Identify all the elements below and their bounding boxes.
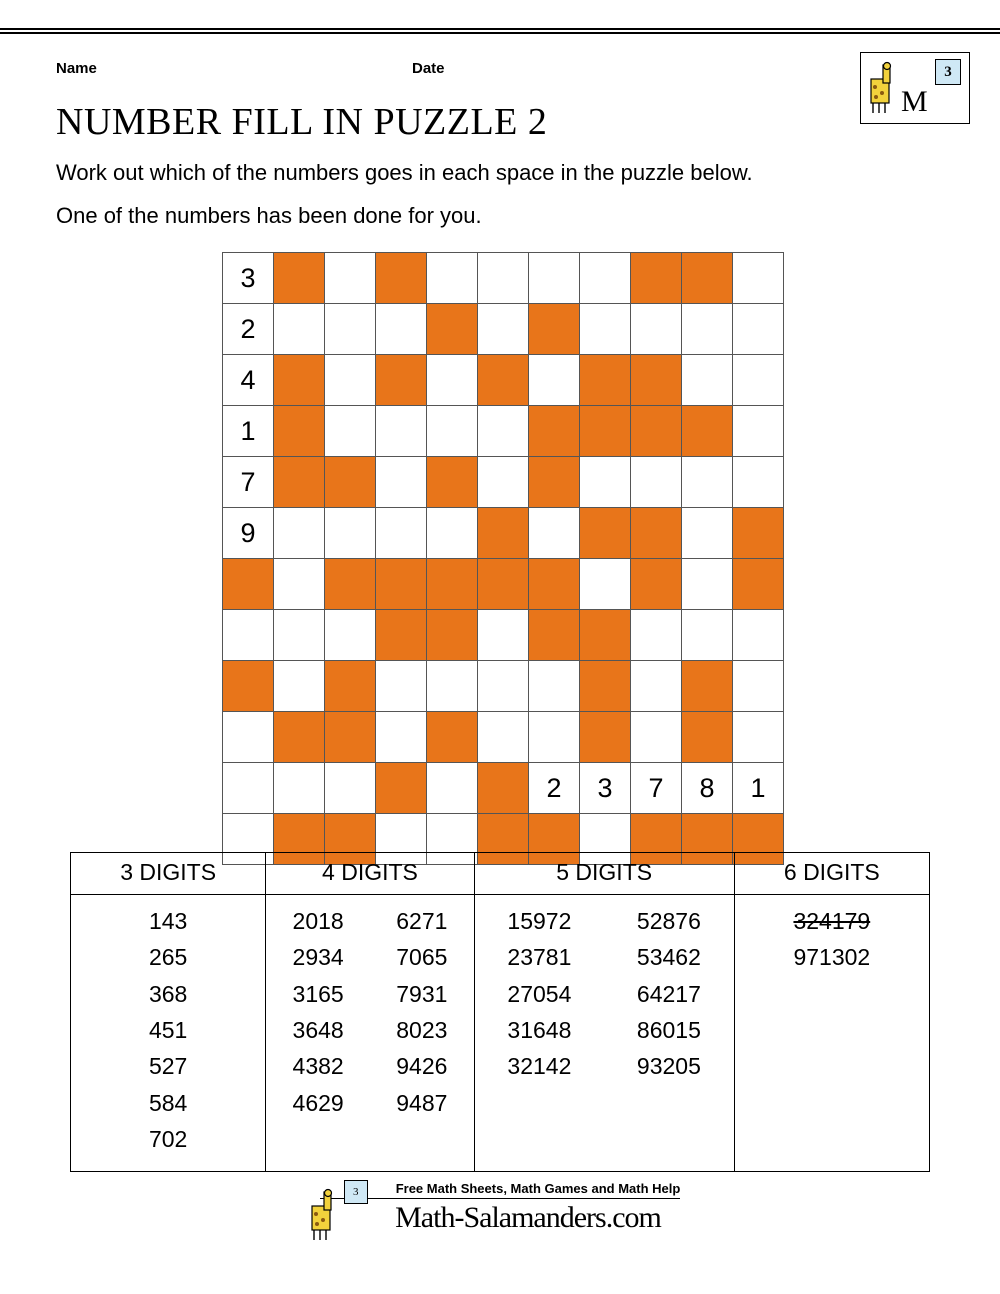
- grid-row: [223, 355, 784, 406]
- grid-cell-blocked: [631, 406, 682, 457]
- grid-cell[interactable]: [478, 253, 529, 304]
- grid-row: [223, 763, 784, 814]
- grid-cell[interactable]: [682, 457, 733, 508]
- grid-cell[interactable]: [427, 763, 478, 814]
- grid-cell[interactable]: 1: [733, 763, 784, 814]
- grid-cell[interactable]: [478, 610, 529, 661]
- clue-number[interactable]: 3165: [292, 980, 344, 1007]
- grid-cell[interactable]: [631, 457, 682, 508]
- grid-cell-blocked: [580, 712, 631, 763]
- clue-number[interactable]: 9426: [396, 1053, 448, 1080]
- grid-cell[interactable]: [733, 355, 784, 406]
- grid-cell[interactable]: [376, 406, 427, 457]
- grid-cell[interactable]: [427, 253, 478, 304]
- grid-row: [223, 610, 784, 661]
- clue-number[interactable]: 27054: [507, 980, 572, 1007]
- clue-number[interactable]: 8023: [396, 1016, 448, 1043]
- grid-cell[interactable]: [733, 610, 784, 661]
- grid-cell[interactable]: [478, 406, 529, 457]
- grid-cell[interactable]: [376, 712, 427, 763]
- grid-cell[interactable]: [631, 610, 682, 661]
- grid-cell-blocked: [376, 559, 427, 610]
- grid-cell[interactable]: [478, 304, 529, 355]
- grid-cell[interactable]: 7: [631, 763, 682, 814]
- name-label: Name: [56, 60, 97, 77]
- clue-number[interactable]: 324179: [793, 908, 871, 934]
- grid-cell-blocked: [478, 508, 529, 559]
- grid-cell[interactable]: [223, 712, 274, 763]
- grid-cell[interactable]: [682, 610, 733, 661]
- grid-cell[interactable]: [223, 763, 274, 814]
- grid-cell-blocked: [631, 253, 682, 304]
- clue-number[interactable]: 31648: [507, 1016, 572, 1043]
- grid-cell[interactable]: [733, 457, 784, 508]
- grid-cell[interactable]: [478, 457, 529, 508]
- clue-number[interactable]: 64217: [636, 980, 701, 1007]
- grid-cell[interactable]: [274, 763, 325, 814]
- clue-table: [70, 852, 930, 1172]
- grid-cell[interactable]: [682, 508, 733, 559]
- grid-cell[interactable]: [631, 661, 682, 712]
- footer-badge: 3: [344, 1180, 368, 1204]
- clue-number-column: [396, 903, 447, 1121]
- clue-number-columns: [475, 903, 734, 1085]
- grid-cell-blocked: [223, 661, 274, 712]
- grid-cell-blocked: [682, 712, 733, 763]
- clue-number[interactable]: 53462: [636, 944, 701, 971]
- grid-cell-blocked: [376, 610, 427, 661]
- grid-cell-blocked: [529, 457, 580, 508]
- grid-cell[interactable]: [580, 559, 631, 610]
- salamanders-monogram: M: [901, 85, 924, 118]
- clue-number[interactable]: 23781: [507, 944, 572, 971]
- grid-row: [223, 508, 784, 559]
- grid-cell[interactable]: [682, 559, 733, 610]
- grid-cell[interactable]: [223, 610, 274, 661]
- footer: [0, 1180, 1000, 1235]
- grid-row: [223, 712, 784, 763]
- grid-cell[interactable]: [631, 712, 682, 763]
- grid-cell-blocked: [580, 661, 631, 712]
- grid-cell-blocked: [274, 355, 325, 406]
- clue-column-header: 5 DIGITS: [474, 853, 734, 895]
- clue-column: [734, 895, 929, 1172]
- grid-cell[interactable]: [274, 304, 325, 355]
- grid-cell-blocked: [274, 712, 325, 763]
- clue-number-columns: [71, 903, 265, 1157]
- clue-column: [71, 895, 266, 1172]
- grid-cell[interactable]: [376, 304, 427, 355]
- grid-cell[interactable]: [274, 508, 325, 559]
- grid-cell[interactable]: 2: [223, 304, 274, 355]
- grid-cell-blocked: [325, 559, 376, 610]
- grid-cell[interactable]: [529, 661, 580, 712]
- grid-cell-blocked: [478, 355, 529, 406]
- grid-cell[interactable]: [478, 661, 529, 712]
- clue-number[interactable]: 702: [148, 1125, 188, 1152]
- clue-table-body: [71, 895, 930, 1172]
- grid-cell-blocked: [274, 253, 325, 304]
- grid-cell[interactable]: 9: [223, 508, 274, 559]
- footer-url: Math-Salamanders.com: [395, 1201, 661, 1234]
- grid-cell[interactable]: [580, 457, 631, 508]
- grid-cell[interactable]: [325, 253, 376, 304]
- grid-cell-blocked: [682, 406, 733, 457]
- clue-number-columns: [266, 903, 473, 1121]
- logo-badge: 3: [935, 59, 961, 85]
- instruction-line-2: One of the numbers has been done for you.: [56, 203, 482, 228]
- clue-number[interactable]: 4382: [292, 1053, 344, 1080]
- date-label: Date: [412, 60, 445, 77]
- grid-cell-blocked: [376, 253, 427, 304]
- grid-cell[interactable]: [580, 304, 631, 355]
- grid-cell-blocked: [580, 610, 631, 661]
- grid-cell[interactable]: [325, 406, 376, 457]
- grid-row: [223, 253, 784, 304]
- grid-cell[interactable]: [274, 610, 325, 661]
- grid-cell[interactable]: [733, 406, 784, 457]
- clue-number[interactable]: 6271: [396, 908, 448, 934]
- grid-cell-blocked: [529, 406, 580, 457]
- page-top-rule: [0, 28, 1000, 34]
- grid-cell-blocked: [427, 712, 478, 763]
- clue-number[interactable]: 2934: [292, 944, 344, 971]
- grid-cell-blocked: [427, 610, 478, 661]
- grid-cell[interactable]: [325, 355, 376, 406]
- grid-cell[interactable]: [274, 559, 325, 610]
- grid-cell[interactable]: [376, 508, 427, 559]
- grid-cell[interactable]: 1: [223, 406, 274, 457]
- clue-body-row: [71, 895, 930, 1172]
- grid-cell[interactable]: [580, 253, 631, 304]
- grid-cell[interactable]: [733, 661, 784, 712]
- grid-cell-blocked: [529, 610, 580, 661]
- grid-cell-blocked: [580, 508, 631, 559]
- grid-cell-blocked: [733, 559, 784, 610]
- logo-box: [860, 52, 970, 124]
- grid-cell-blocked: [580, 355, 631, 406]
- clue-number[interactable]: 527: [148, 1053, 188, 1080]
- grid-cell[interactable]: 4: [223, 355, 274, 406]
- grid-cell[interactable]: [631, 304, 682, 355]
- grid-cell-blocked: [682, 661, 733, 712]
- grid-cell[interactable]: [733, 304, 784, 355]
- clue-number[interactable]: 971302: [793, 944, 871, 971]
- grid-cell[interactable]: 7: [223, 457, 274, 508]
- grid-cell-blocked: [529, 559, 580, 610]
- grid-cell-blocked: [325, 457, 376, 508]
- grid-cell[interactable]: [376, 661, 427, 712]
- puzzle-grid[interactable]: [222, 252, 784, 865]
- grid-cell[interactable]: [427, 406, 478, 457]
- clue-number[interactable]: 143: [148, 908, 188, 934]
- grid-row: [223, 559, 784, 610]
- grid-row: [223, 457, 784, 508]
- clue-column: [266, 895, 474, 1172]
- grid-cell-blocked: [529, 304, 580, 355]
- grid-cell[interactable]: [529, 712, 580, 763]
- clue-number-column: [149, 903, 187, 1157]
- grid-row: [223, 661, 784, 712]
- grid-cell[interactable]: [478, 712, 529, 763]
- clue-column-header: 3 DIGITS: [71, 853, 266, 895]
- grid-cell-blocked: [427, 559, 478, 610]
- grid-row: [223, 406, 784, 457]
- grid-cell[interactable]: [733, 712, 784, 763]
- grid-cell[interactable]: [529, 508, 580, 559]
- clue-number[interactable]: 15972: [507, 908, 572, 934]
- clue-number-columns: [735, 903, 929, 976]
- clue-number[interactable]: 2018: [292, 908, 344, 934]
- clue-number[interactable]: 451: [148, 1016, 188, 1043]
- clue-number-column: [793, 903, 870, 976]
- grid-cell-blocked: [325, 712, 376, 763]
- grid-cell-blocked: [580, 406, 631, 457]
- clue-number[interactable]: 32142: [507, 1053, 572, 1080]
- grid-cell-blocked: [427, 304, 478, 355]
- grid-cell[interactable]: [427, 355, 478, 406]
- grid-cell-blocked: [682, 253, 733, 304]
- footer-logo-group: [320, 1180, 681, 1235]
- grid-cell-blocked: [223, 559, 274, 610]
- grid-cell[interactable]: [682, 304, 733, 355]
- grid-cell-blocked: [631, 355, 682, 406]
- grid-cell[interactable]: [427, 661, 478, 712]
- clue-number[interactable]: 93205: [636, 1053, 701, 1080]
- clue-number[interactable]: 368: [148, 980, 188, 1007]
- grid-cell[interactable]: [427, 508, 478, 559]
- grid-cell[interactable]: [529, 355, 580, 406]
- grid-cell-blocked: [478, 559, 529, 610]
- grid-cell-blocked: [376, 355, 427, 406]
- grid-cell-blocked: [274, 457, 325, 508]
- clue-number[interactable]: 584: [148, 1089, 188, 1116]
- clue-number[interactable]: 7931: [396, 980, 448, 1007]
- grid-cell-blocked: [274, 406, 325, 457]
- grid-cell[interactable]: [733, 253, 784, 304]
- clue-number[interactable]: 52876: [636, 908, 701, 934]
- grid-cell[interactable]: [274, 661, 325, 712]
- grid-cell-blocked: [478, 763, 529, 814]
- grid-cell-blocked: [733, 508, 784, 559]
- clue-table-head: [71, 853, 930, 895]
- grid-cell[interactable]: [529, 253, 580, 304]
- grid-cell[interactable]: [376, 457, 427, 508]
- giraffe-icon: [867, 61, 901, 117]
- instruction-line-1: Work out which of the numbers goes in each space in the puzzle below.: [56, 160, 753, 185]
- clue-header-row: [71, 853, 930, 895]
- grid-cell[interactable]: 3: [223, 253, 274, 304]
- clue-number[interactable]: 3648: [292, 1016, 344, 1043]
- page-title: NUMBER FILL IN PUZZLE 2: [56, 101, 548, 143]
- grid-cell[interactable]: [325, 610, 376, 661]
- clue-number-column: [507, 903, 571, 1085]
- grid-cell[interactable]: 2: [529, 763, 580, 814]
- clue-column-header: 4 DIGITS: [266, 853, 474, 895]
- clue-number[interactable]: 265: [148, 944, 188, 971]
- grid-cell[interactable]: [325, 763, 376, 814]
- grid-cell-blocked: [325, 661, 376, 712]
- grid-cell[interactable]: 8: [682, 763, 733, 814]
- grid-cell[interactable]: [325, 508, 376, 559]
- clue-number-column: [293, 903, 344, 1121]
- clue-column-header: 6 DIGITS: [734, 853, 929, 895]
- grid-cell-blocked: [427, 457, 478, 508]
- clue-number[interactable]: 7065: [396, 944, 448, 971]
- footer-tagline: Free Math Sheets, Math Games and Math Help: [320, 1181, 681, 1199]
- grid-row: [223, 304, 784, 355]
- grid-cell-blocked: [631, 559, 682, 610]
- grid-cell[interactable]: [325, 304, 376, 355]
- grid-cell-blocked: [631, 508, 682, 559]
- clue-number[interactable]: 86015: [636, 1016, 701, 1043]
- puzzle-grid-body: [223, 253, 784, 865]
- clue-number[interactable]: 9487: [396, 1089, 448, 1116]
- clue-number-column: [637, 903, 701, 1085]
- clue-column: [474, 895, 734, 1172]
- grid-cell[interactable]: [682, 355, 733, 406]
- giraffe-icon: [308, 1186, 344, 1244]
- clue-number[interactable]: 4629: [292, 1089, 344, 1116]
- grid-cell-blocked: [376, 763, 427, 814]
- grid-cell[interactable]: 3: [580, 763, 631, 814]
